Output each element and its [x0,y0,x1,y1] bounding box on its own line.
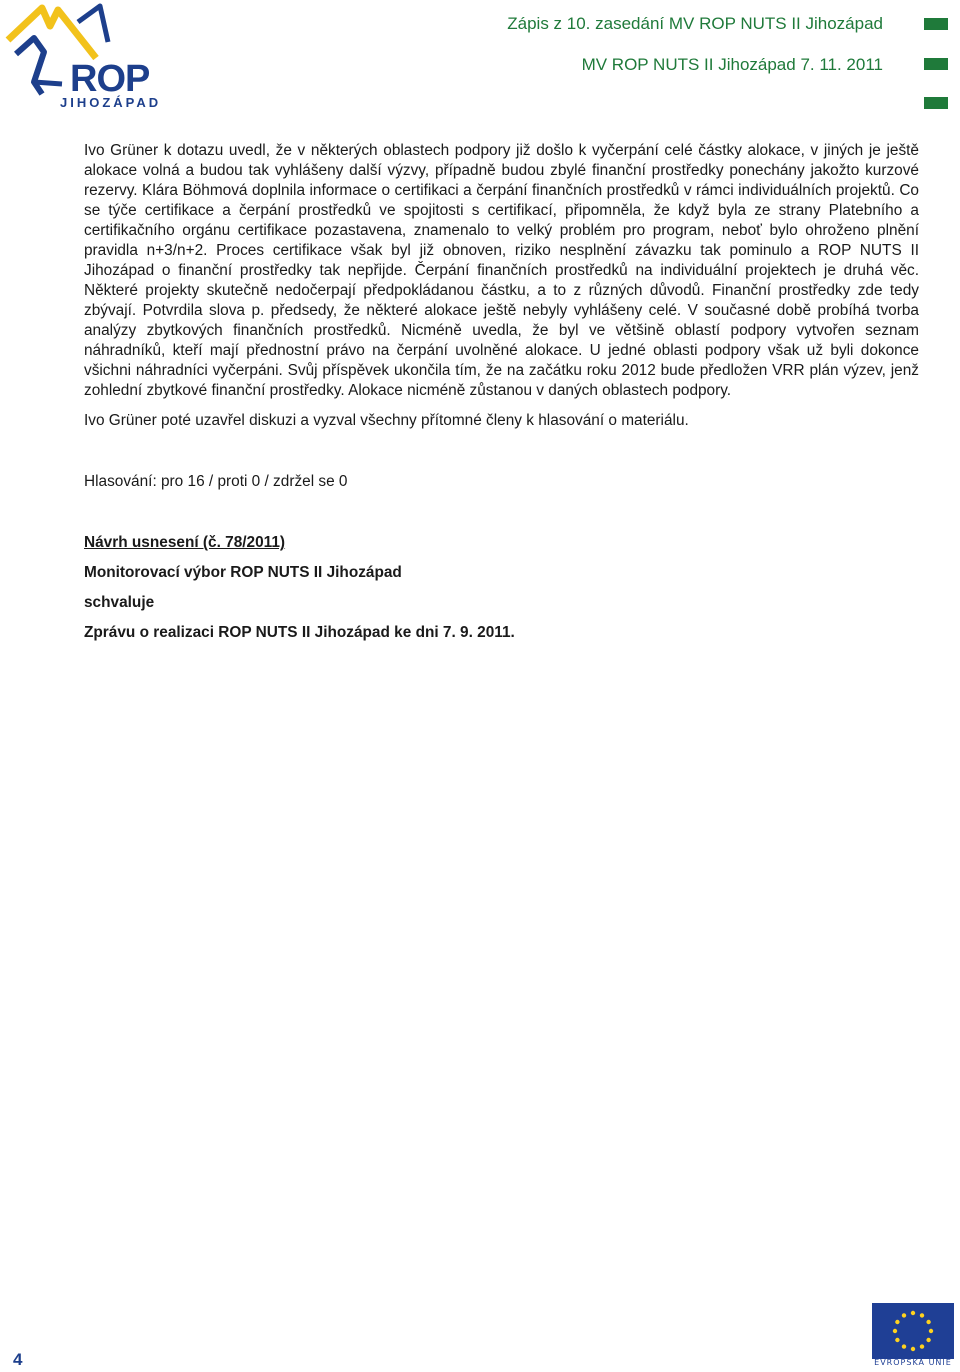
resolution-verb: schvaluje [84,594,155,611]
page-number: 4 [13,1350,23,1369]
resolution-object: Zprávu o realizaci ROP NUTS II Jihozápad ke dni 7. 9. 2011. [84,624,515,641]
resolution-title: Návrh usnesení (č. 78/2011) [84,534,286,551]
eu-label: EVROPSKÁ UNIE [874,1358,952,1367]
vote-result: Hlasování: pro 16 / proti 0 / zdržel se 0 [84,473,348,490]
header-bar-2 [924,58,948,70]
resolution-body: Monitorovací výbor ROP NUTS II Jihozápad [84,564,402,581]
rop-logo [4,2,174,112]
eu-flag-icon [872,1303,954,1359]
header-bar-3 [924,97,948,109]
paragraph-discussion: Ivo Grüner k dotazu uvedl, že v některých oblastech podpory již došlo k vyčerpání celé částky alokace, v jiných je ještě alokace volná a budou tak vyhlášeny další výzvy, případně budou zbylé finanční prostředky ponechány jakožto kurzové rezervy. Klára Böhmová doplnila informace o certifikaci a čerpání finančních prostředků v rámci individuálních projektů. Co se týče certifikace a čerpání prostředků ve spojitosti s certifikací, připomněla, že když byla ze strany Platebního a certifikačního orgánu certifikace pozastavena, znamenalo to velký problém pro program, neboť bylo ohroženo plnění pravidla n+3/n+2. Proces certifikace však byl již obnoven, riziko nesplnění závazku tak pominulo a ROP NUTS II Jihozápad o finanční prostředky tak nepřijde. Čerpání finančních prostředků na individuální projektech je druhá věc. Některé projekty skutečně nedočerpají předpokládanou částku, a to z různých důvodů. Finanční prostředky zde tedy zbývají. Potvrdila slova p. předsedy, že některé alokace ještě nebyly vyhlášeny celé. V současné době probíhá tvorba analýzy zbytkových finančních prostředků. Nicméně uvedla, že byl ve většině oblastí podpory vytvořen seznam náhradníků, kteří mají přednostní právo na čerpání uvolněné alokace. U jedné oblasti podpory však už byli dokonce všichni náhradníci vyčerpáni. Svůj příspěvek ukončila tím, že na začátku roku 2012 bude předložen VRR plán výzev, jenž zohlední zbytkové finanční prostředky. Alokace nicméně zůstanou v daných oblastech podpory. [84,142,919,399]
header-bar-1 [924,18,948,30]
document-subtitle: MV ROP NUTS II Jihozápad 7. 11. 2011 [581,55,883,74]
paragraph-closing: Ivo Grüner poté uzavřel diskuzi a vyzval všechny přítomné členy k hlasování o materiálu. [84,412,689,429]
logo-main-text: ROP [70,58,150,100]
logo-sub-text: JIHOZÁPAD [60,95,162,110]
document-title: Zápis z 10. zasedání MV ROP NUTS II Jihozápad [507,14,883,33]
document-body [84,141,919,643]
